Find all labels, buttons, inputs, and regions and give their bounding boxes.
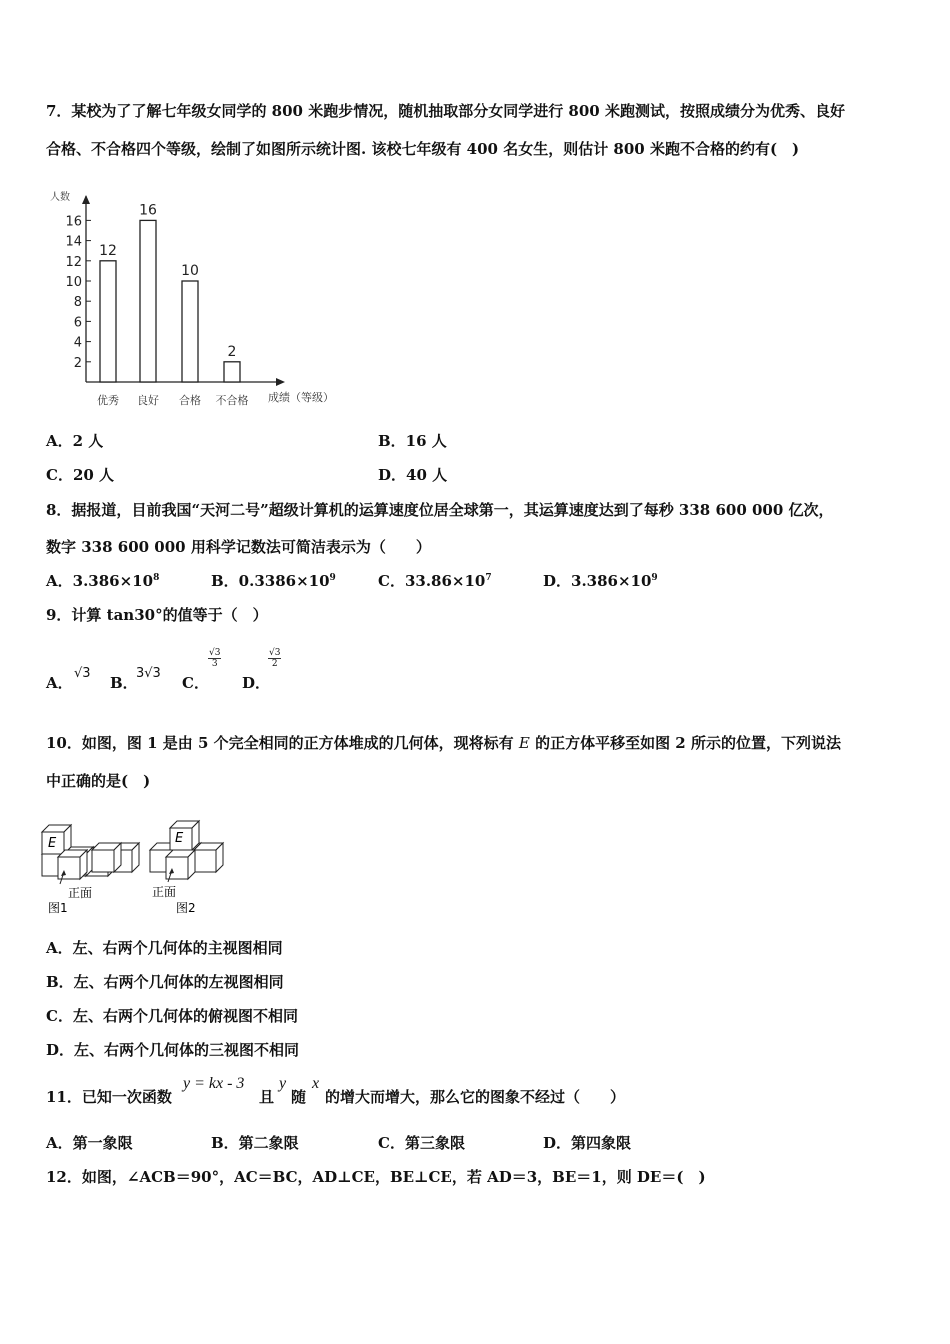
- bar-data-label: 12: [99, 242, 117, 259]
- q9-option-c-label: C．: [182, 674, 209, 692]
- q10-fig2-caption: 图2: [176, 901, 196, 915]
- q9-option-d-label: D．: [242, 674, 271, 692]
- bar-data-label: 16: [139, 202, 157, 219]
- q8-stem-line2: 数字 338 600 000 用科学记数法可简洁表示为（ ）: [46, 538, 431, 556]
- bar: [140, 220, 156, 382]
- q10-option-c: C．左、右两个几何体的俯视图不相同: [46, 1007, 298, 1025]
- y-tick-label: 14: [65, 234, 82, 250]
- q8-option-c: C．$33.86\times 10^7$: [378, 572, 492, 590]
- q11-var-y: y: [279, 1075, 287, 1092]
- q9-option-d-fraction: $\frac{√3}{2}$: [269, 648, 281, 669]
- bar-data-label: 10: [181, 263, 199, 279]
- q10-option-b: B．左、右两个几何体的左视图相同: [46, 973, 284, 991]
- y-tick-label: 8: [73, 295, 82, 311]
- q9-option-c-fraction: $\frac{√3}{3}$: [209, 648, 221, 669]
- q10-option-d: D．左、右两个几何体的三视图不相同: [46, 1041, 300, 1059]
- y-axis-label: 人数: [50, 192, 70, 203]
- q11-option-a: A．第一象限: [46, 1134, 133, 1152]
- q10-fig1-caption: 图1: [48, 901, 68, 915]
- y-tick-label: 12: [65, 254, 82, 270]
- q7-option-d: D．40 人: [378, 466, 448, 484]
- q10-option-a: A．左、右两个几何体的主视图相同: [46, 939, 283, 957]
- q12-stem: 12．如图，∠ACB＝90°，AC＝BC，AD⊥CE，BE⊥CE，若 AD＝3，BE＝1，则 DE＝( ): [46, 1168, 706, 1186]
- q11-formula: y = kx - 3: [183, 1075, 245, 1092]
- x-category-label: 良好: [137, 394, 159, 407]
- q8-stem-line1: 8．据报道，目前我国“天河二号”超级计算机的运算速度位居全球第一，其运算速度达到了每秒 338 600 000 亿次，: [46, 501, 834, 519]
- q8-option-a: A．$3.386\times 10^8$: [46, 572, 160, 590]
- q8-option-b: B．$0.3386\times 10^9$: [211, 572, 336, 590]
- q7-option-b: B．16 人: [378, 432, 447, 450]
- q11-stem-mid1: 且: [259, 1088, 275, 1106]
- q10-cube-label-e1: E: [48, 836, 57, 851]
- q7-bar-chart: [40, 182, 360, 412]
- bar-data-label: 2: [227, 343, 237, 360]
- q7-stem-line1: 7．某校为了了解七年级女同学的 800 米跑步情况，随机抽取部分女同学进行 800 米跑测试，按照成绩分为优秀、良好: [46, 102, 845, 120]
- q11-option-b: B．第二象限: [211, 1134, 299, 1152]
- q9-option-b-value: 3√3: [136, 666, 161, 681]
- q10-stem-line1: 10．如图，图 1 是由 5 个完全相同的正方体堆成的几何体，现将标有 E 的正方体平移至如图 2 所示的位置，下列说法: [46, 734, 841, 752]
- q11-stem-mid2: 随: [291, 1088, 307, 1106]
- q11-stem-pre: 11．已知一次函数: [46, 1088, 172, 1106]
- q10-front-label-1: 正面: [68, 886, 93, 900]
- y-tick-label: 4: [73, 335, 82, 351]
- q7-option-a: A．2 人: [46, 432, 104, 450]
- x-category-label: 合格: [179, 394, 201, 407]
- y-tick-label: 16: [65, 214, 82, 230]
- q9-option-a-value: √3: [74, 666, 91, 681]
- y-tick-label: 2: [73, 355, 82, 371]
- q11-var-x: x: [312, 1075, 320, 1092]
- q7-stem-line2: 合格、不合格四个等级，绘制了如图所示统计图. 该校七年级有 400 名女生，则估计 800 米跑不合格的约有( ): [46, 140, 800, 158]
- q9-stem: 9．计算 tan30°的值等于（ ）: [46, 606, 268, 624]
- bar: [224, 362, 240, 382]
- y-tick-label: 6: [73, 315, 82, 331]
- bar: [182, 281, 198, 382]
- y-tick-label: 10: [65, 275, 82, 290]
- q11-option-d: D．第四象限: [543, 1134, 632, 1152]
- q7-option-c: C．20 人: [46, 466, 115, 484]
- bar: [100, 261, 116, 382]
- q9-option-a-label: A．: [46, 674, 73, 692]
- x-axis-label: 成绩（等级）: [268, 391, 334, 404]
- q10-cubes-figure: [40, 814, 230, 916]
- x-category-label: 不合格: [215, 394, 249, 407]
- x-category-label: 优秀: [97, 394, 119, 407]
- q10-cube-label-e2: E: [175, 831, 184, 846]
- q9-option-b-label: B．: [110, 674, 138, 692]
- q8-option-d: D．$3.386\times 10^9$: [543, 572, 658, 590]
- q11-option-c: C．第三象限: [378, 1134, 465, 1152]
- y-axis-arrow: [82, 195, 90, 204]
- x-axis-arrow: [276, 378, 285, 386]
- q11-stem-post: 的增大而增大，那么它的图象不经过（ ）: [325, 1088, 626, 1106]
- q10-stem-line2: 中正确的是( ): [46, 772, 151, 790]
- q10-front-label-2: 正面: [152, 885, 177, 899]
